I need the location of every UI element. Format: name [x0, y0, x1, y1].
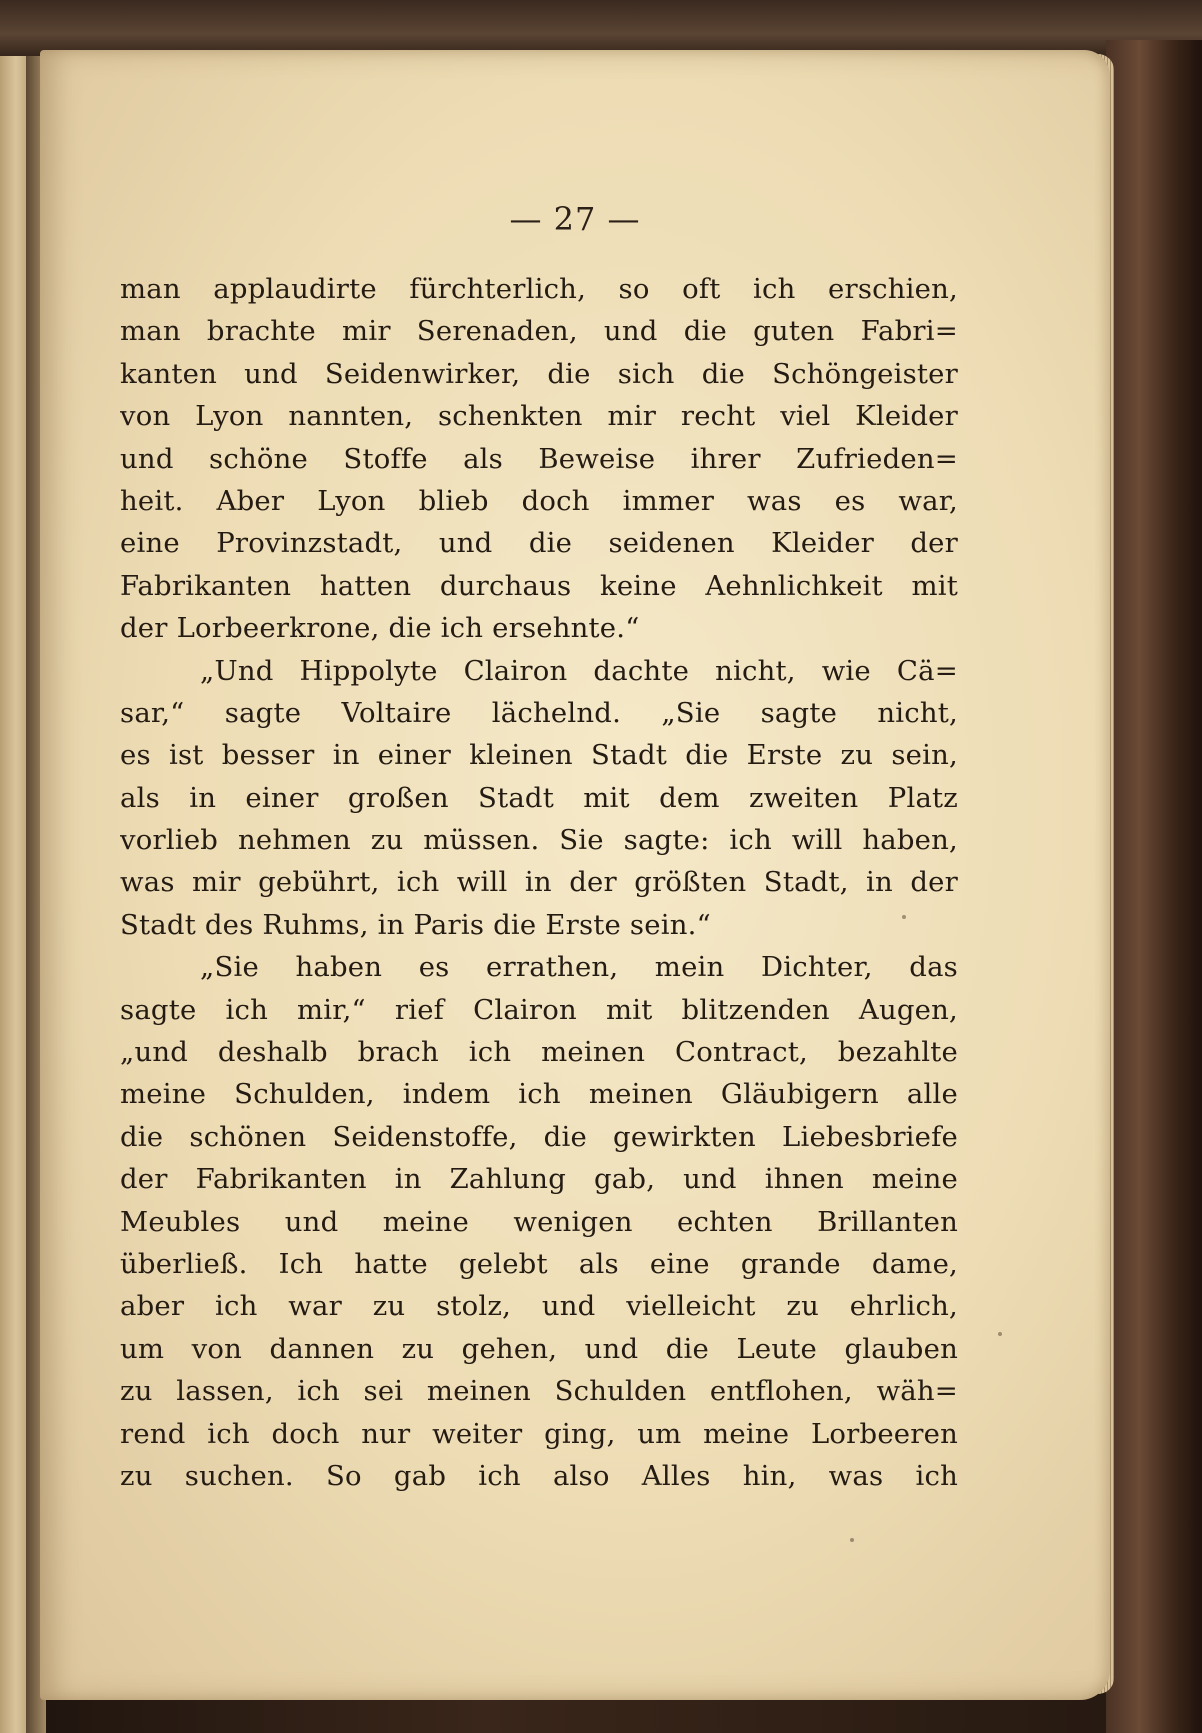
- text-line: heit. Aber Lyon blieb doch immer was es war,: [120, 484, 958, 517]
- text-line: kanten und Seidenwirker, die sich die Schöngeister: [120, 357, 958, 390]
- paper-speck: [902, 915, 906, 919]
- text-line: Fabrikanten hatten durchaus keine Aehnlichkeit mit: [120, 569, 958, 602]
- body-text: [120, 268, 958, 1497]
- text-line: was mir gebührt, ich will in der größten Stadt, in der: [120, 866, 958, 899]
- text-line: es ist besser in einer kleinen Stadt die Erste zu sein,: [120, 739, 958, 772]
- text-line: um von dannen zu gehen, und die Leute glauben: [120, 1332, 958, 1365]
- text-line: man brachte mir Serenaden, und die guten Fabri=: [120, 315, 958, 348]
- text-line: sagte ich mir,“ rief Clairon mit blitzenden Augen,: [120, 993, 958, 1026]
- paper-speck: [850, 1538, 854, 1542]
- text-line: vorlieb nehmen zu müssen. Sie sagte: ich will haben,: [120, 824, 958, 857]
- text-line: „Und Hippolyte Clairon dachte nicht, wie Cä=: [200, 654, 958, 687]
- page-number: — 27 —: [509, 200, 641, 238]
- text-line: meine Schulden, indem ich meinen Gläubigern alle: [120, 1078, 958, 1111]
- book-page: [40, 50, 1110, 1700]
- text-line: man applaudirte fürchterlich, so oft ich erschien,: [120, 273, 958, 305]
- book-cover-right-edge: [1106, 40, 1202, 1733]
- text-line: als in einer großen Stadt mit dem zweiten Platz: [120, 781, 958, 814]
- text-line: rend ich doch nur weiter ging, um meine Lorbeeren: [120, 1417, 958, 1450]
- text-line: aber ich war zu stolz, und vielleicht zu ehrlich,: [120, 1290, 958, 1323]
- text-line: zu lassen, ich sei meinen Schulden entflohen, wäh=: [120, 1375, 958, 1408]
- paper-speck: [998, 1332, 1002, 1336]
- text-line: der Lorbeerkrone, die ich ersehnte.“: [120, 612, 640, 645]
- facing-page-edge: [0, 56, 26, 1733]
- text-line: Meubles und meine wenigen echten Brillanten: [120, 1205, 958, 1238]
- text-line: von Lyon nannten, schenkten mir recht viel Kleider: [120, 400, 958, 433]
- text-line: Stadt des Ruhms, in Paris die Erste sein.“: [120, 908, 711, 941]
- text-line: sar,“ sagte Voltaire lächelnd. „Sie sagte nicht,: [120, 696, 958, 729]
- text-line: „Sie haben es errathen, mein Dichter, das: [200, 951, 958, 984]
- text-line: überließ. Ich hatte gelebt als eine grande dame,: [120, 1247, 958, 1280]
- text-line: eine Provinzstadt, und die seidenen Kleider der: [120, 527, 958, 560]
- text-line: zu suchen. So gab ich also Alles hin, was ich: [120, 1459, 958, 1492]
- text-line: „und deshalb brach ich meinen Contract, bezahlte: [120, 1036, 958, 1069]
- text-line: die schönen Seidenstoffe, die gewirkten Liebesbriefe: [120, 1120, 958, 1153]
- text-line: und schöne Stoffe als Beweise ihrer Zufrieden=: [120, 442, 958, 475]
- text-line: der Fabrikanten in Zahlung gab, und ihnen meine: [120, 1163, 958, 1196]
